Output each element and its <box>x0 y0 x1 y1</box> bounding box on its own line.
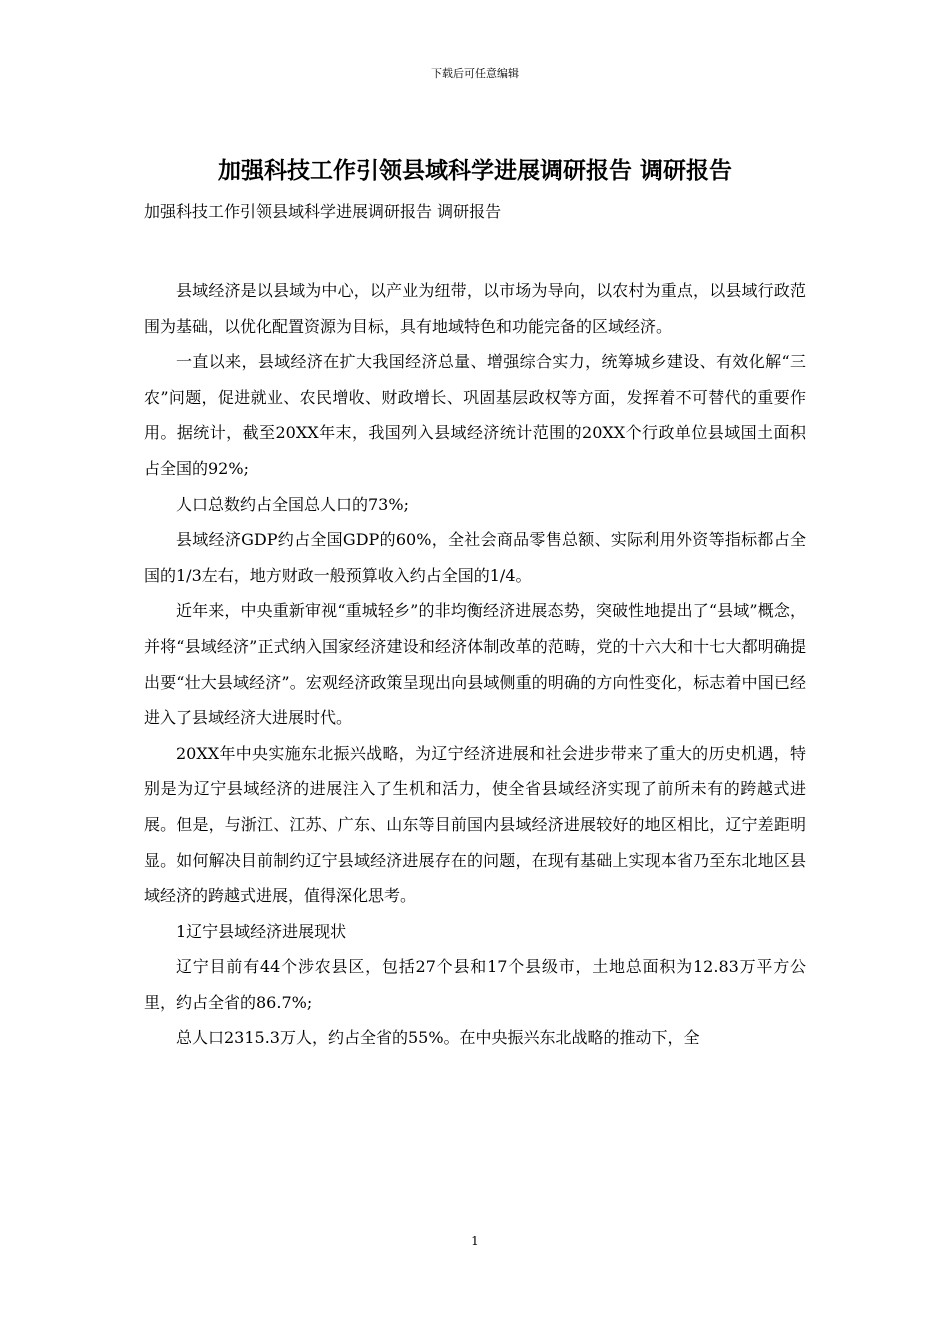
paragraph: 县域经济GDP约占全国GDP的60%，全社会商品零售总额、实际利用外资等指标都占全国的1/3左右，地方财政一般预算收入约占全国的1/4。 <box>144 530 806 585</box>
paragraph: 近年来，中央重新审视“重城轻乡”的非均衡经济进展态势，突破性地提出了“县域”概念，并将“县域经济”正式纳入国家经济建设和经济体制改革的范畴，党的十六大和十七大都明确提出要“壮大县域经济”。宏观经济政策呈现出向县域侧重的明确的方向性变化，标志着中国已经进入了县域经济大进展时代。 <box>144 601 806 728</box>
paragraph: 辽宁目前有44个涉农县区，包括27个县和17个县级市，土地总面积为12.83万平方公里，约占全省的86.7%; <box>144 957 806 1012</box>
paragraph: 20XX年中央实施东北振兴战略，为辽宁经济进展和社会进步带来了重大的历史机遇，特别是为辽宁县域经济的进展注入了生机和活力，使全省县域经济实现了前所未有的跨越式进展。但是，与浙江、江苏、广东、山东等目前国内县域经济进展较好的地区相比，辽宁差距明显。如何解决目前制约辽宁县域经济进展存在的问题，在现有基础上实现本省乃至东北地区县域经济的跨越式进展，值得深化思考。 <box>144 743 806 906</box>
section-heading: 1辽宁县域经济进展现状 <box>176 921 347 941</box>
paragraph: 县域经济是以县域为中心，以产业为纽带，以市场为导向，以农村为重点，以县域行政范围为基础，以优化配置资源为目标，具有地域特色和功能完备的区域经济。 <box>144 281 806 336</box>
page-number: 1 <box>471 1234 479 1248</box>
paragraph: 一直以来，县域经济在扩大我国经济总量、增强综合实力，统筹城乡建设、有效化解“三农”问题，促进就业、农民增收、财政增长、巩固基层政权等方面，发挥着不可替代的重要作用。据统计，截至20XX年末，我国列入县域经济统计范围的20XX个行政单位县域国土面积占全国的92%; <box>144 352 806 478</box>
paragraph: 人口总数约占全国总人口的73%; <box>176 494 409 514</box>
document-title: 加强科技工作引领县域科学进展调研报告 调研报告 <box>217 158 732 184</box>
document-subtitle: 加强科技工作引领县域科学进展调研报告 调研报告 <box>144 202 502 221</box>
paragraph: 总人口2315.3万人，约占全省的55%。在中央振兴东北战略的推动下，全 <box>176 1028 700 1048</box>
body-text <box>144 273 806 1056</box>
header-note: 下载后可任意编辑 <box>431 67 519 80</box>
